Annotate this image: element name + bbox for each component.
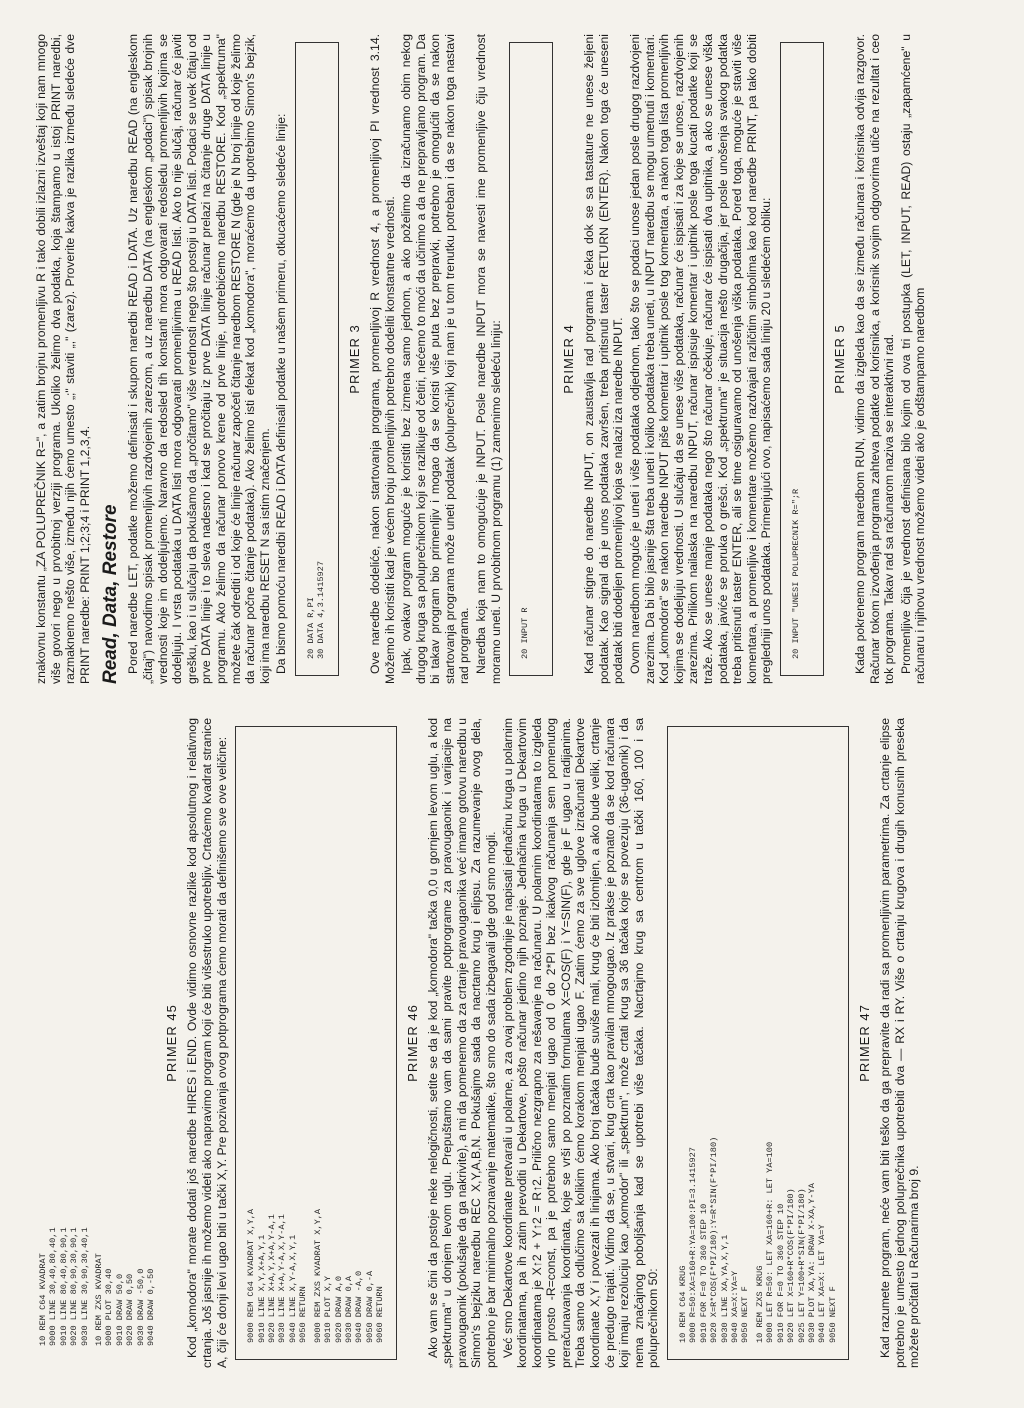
code-line: 9000 PLOT 30,40 (104, 1268, 115, 1346)
example-label: PRIMER 46 (404, 1004, 420, 1082)
code-line: 9010 FOR F=0 TO 360 STEP 10 (775, 1203, 786, 1343)
paragraph: Kad razumete program, neće vam biti teško da ga prepravite da radi sa promenljivim parametrima. Za crtanje elipse potrebno je umesto jednog poluprečnika upotrebiti dva — RX i RY. Više o crtanju krugova i drugih konusnih preseka možete pročitati u Računarima broj 9. (878, 718, 922, 1368)
code-line: 20 DATA R,PI (305, 597, 316, 659)
paragraph: Ovom naredbom moguće je uneti i više podataka odjednom, tako što se podaci unose jedan posle drugog razdvojeni zarezima. Da bi bilo jasnije šta treba uneti i koliko podataka treba uneti, u INPUT naredbu se mogu umetnuti i komentari. Kod „komodora" se nakon naredbe INPUT piše komentar i upitnik posle tog komentara, a nakon toga lista promenljivih kojima se dodeljuju vrednosti. U slučaju da se unese više podataka, računar će ispisati i za koje se unose, razdvojenih zarezima. Prilikom nailaska na naredbu INPUT, računar ispisuje komentar i upitnik posle toga kucati podatke koji se traže. Ako se unese manje podataka nego što računar očekuje, računar će ispisati dva upitnika, a ako se unese viška podataka, javiće se poruka o grešci. Kod „spektruma" je situacija nešto drugačija, jer posle unošenja svakog podatka treba pritisnuti taster ENTER, ali se time osiguravamo od unošenja viška podataka. Pored toga, moguće je staviti više komentara, a promenljive i komentare možemo razdvajati različitim simbolima kao kod naredbe PRINT, pa tako dobiti pregledniji unos podataka. Primenjujući ovo, napisaćemo sada liniju 20 u sledećem obliku: (628, 34, 774, 684)
code-line: 9050 NEXT F (740, 1286, 751, 1343)
paragraph: Ove naredbe dodeliće, nakon startovanja programa, promenljivoj R vrednost 4, a promenljivoj PI vrednost 3.14. Možemo ih koristiti kad je većem broju promenljivih potrebno dodeliti konstantne vrednosti. (367, 34, 397, 684)
code-line: 9000 REM ZXS KVADRAT X,Y,A (312, 1208, 323, 1343)
code-line: 9040 LET XA=X: LET YA=Y (817, 1224, 828, 1343)
code-box (667, 726, 849, 1360)
section-heading: Read, Data, Restore (100, 504, 122, 684)
code-line: 9020 LET X=160+R*COS(F*PI/180) (786, 1188, 797, 1343)
code-listing (791, 53, 801, 659)
left-column (34, 718, 994, 1368)
example-label: PRIMER 47 (857, 1004, 873, 1082)
code-line: 9050 RETURN (298, 1286, 309, 1343)
paragraph: Kad računar stigne do naredbe INPUT, on zaustavlja rad programa i čeka dok se sa tastature ne unese željeni podatak. Kao signal da je unos podataka završen, treba pritisnuti taster RETURN (ENTER). Nakon toga će uneseni podatak biti dodeljen promenljivoj koja se nalazi iza naredbe INPUT. (582, 34, 626, 684)
code-line: 9010 DRAW 50,0 (114, 1273, 125, 1346)
code-line: 9050 DRAW 0,-A (364, 1270, 375, 1343)
code-listing (94, 718, 156, 1346)
code-box (509, 42, 553, 676)
example-label: PRIMER 3 (346, 324, 362, 394)
code-line: 9060 RETURN (375, 1286, 386, 1343)
code-line: 9040 DRAW 0,-50 (146, 1268, 157, 1346)
code-line: 9000 LINE 30,40,80,40,1 (48, 1227, 59, 1346)
code-listing (246, 737, 308, 1343)
code-box (295, 42, 339, 676)
code-line: 9000 R=50:XA=160+R:YA=100:PI=3.1415927 (688, 1147, 699, 1343)
code-line: 9050 NEXT F (827, 1286, 838, 1343)
paragraph: Promenljive čija je vrednost definisana bilo kojim od ova tri postupka (LET, INPUT, READ) ostaju „zapamćene" u računaru i njihovu vrednost možemo videti ako je odštampamo naredbom (898, 34, 928, 684)
code-line: 20 INPUT "UNESI POLUPRECNIK R=";R (790, 488, 801, 659)
code-line: 9040 LINE X,Y-A,X,Y,1 (287, 1234, 298, 1343)
code-line: 9020 DRAW 0,50 (125, 1273, 136, 1346)
code-line: 9000 REM C64 KVADRAT X,Y,A (246, 1208, 257, 1343)
code-box (780, 42, 824, 676)
code-line: 9030 DRAW 0,A (343, 1275, 354, 1343)
code-line: 10 REM C64 KVADRAT (38, 1253, 48, 1346)
code-listing (38, 718, 90, 1346)
paragraph: Pored naredbe LET, podatke možemo definisati i skupom naredbi READ i DATA. Uz naredbu READ (na engleskom „čitaj") navodimo spisak promenljivih razdvojenih zarezom, a uz naredbu DATA (na engleskom „podaci") spisak brojnih vrednosti koje im dodeljujemo. Naravno da redosled tih konstanti mora odgovarati redosledu promenljivih kojima se dodeljuju. I vrsta podataka u DATA listi mora odgovarati promenljivima u READ listi. Ako to nije slučaj, računar će javiti grešku, kao i u slučaju da pokušamo da „pročitamo" više vrednosti nego što postoji u DATA listi. Podaci se uvek čitaju od prve DATA linije i to sleva nadesno i kad se pročitaju iz prve DATA linije računar prelazi na čitanje druge DATA linije u programu. Ako želimo da računar ponovo krene od prve linije, upotrebićemo naredbu RESTORE. Kod „spektruma" možete čak odrediti i od koje će linije računar započeti čitanje naredbom RESTORE N (gde je N broj linije od koje želimo da računar počne čitanje podataka). Ako želimo isti efekat kod „komodora", moraćemo da upotrebimo Simon's bejzik, koji ima naredbu RESET N sa istim značenjem. (126, 34, 272, 684)
paragraph: Ako vam se čini da postoje neke nelogičnosti, setite se da je kod „komodora" tačka 0,0 u gornjem levom uglu, a kod „spektruma" u donjem levom uglu. Prepuštamo vam da sami pravite potprograme za pravougaonik i varijacije na pravougaonik (pokušajte da ga nakrivite), a mi da pomenemo da za crtanje pravougaonika već imamo gotovu naredbu u Simon's bejziku naredbu REC X,Y,A,B,N. Pokušajmo sada da nacrtamo krug i elipsu. Za razumevanje ovog dela, potrebno je bar minimalno poznavanje matematike, što smo do sada izbegavali gde god smo mogli. (425, 718, 498, 1368)
example-label: PRIMER 4 (561, 324, 577, 394)
code-line: 10 REM C64 KRUG (678, 1265, 689, 1343)
code-line: 9010 LINE 80,40,80,90,1 (58, 1227, 69, 1346)
code-line: 9010 FOR F=0 TO 360 STEP 10 (698, 1203, 709, 1343)
code-line: 9020 DRAW A,0 (333, 1275, 344, 1343)
code-line: 9000 LET R=50: LET XA=160+R: LET YA=100 (765, 1141, 776, 1343)
code-line: 9020 X=R*COS(F*PI/180):Y=R*SIN(F*PI/180) (709, 1136, 720, 1343)
code-line: 9030 LINE 30,90,30,40,1 (79, 1227, 90, 1346)
paragraph: Kada pokrenemo program naredbom RUN, vidimo da izgleda kao da se između računara i korisnika odvija razgovor. Računar tokom izvođenja programa zahteva podatke od korisnika, a korisnik svojim odgovorima utiče na rezultat i ceo tok programa. Takav rad sa računarom naziva se interaktivni rad. (852, 34, 897, 684)
code-listing (678, 737, 751, 1343)
code-line: 9030 LINE X+A,Y-A,X,Y-A,1 (277, 1214, 288, 1343)
example-label: PRIMER 45 (164, 1004, 180, 1082)
code-line: 20 INPUT R (520, 607, 531, 659)
code-listing (313, 737, 386, 1343)
code-listing (306, 53, 327, 659)
paragraph: Već smo Dekartove koordinate pretvarali u polarne, a za ovaj problem zgodnije je napisati jednačinu kruga u polarnim koordinatama, pa ih zatim prevoditi u Dekartove, pošto računar jedino njih poznaje. Jednačina kruga u Dekartovim koordinatama je X↑2 + Y↑2 = R↑2. Prilično nezgrapno za rešavanje na računaru. U polarnim koordinatama to izgleda vrlo prosto -R=const, pa je potrebno samo menjati ugao od 0 do 2*PI bez ikakvog računanja sem pomenutog preračunavanja koordinata, koje se vrši po poznatim formulama X=COS(F) i Y=SIN(F), gde je F ugao u radijanima. Treba samo da odlučimo sa kolikim ćemo korakom menjati ugao F. Zatim ćemo za sve uglove izračunati Dekartove koordinate X,Y i povezati ih linijama. Ako broj tačaka bude suviše mali, krug će biti izlomljen, a ako bude veliki, crtanje će predugo trajati. Vidimo da se, u stvari, krug crta kao pravilan mnogougao. Iz prakse je poznato da se kod računara koji imaju rezoluciju kao „komodor" ili „spektrum", može crtati krug sa 36 tačaka koje se povezuju (36-ugaonik) i da nema značajnog poboljšanja kad se upotrebi više tačaka. Nacrtajmo krug sa centrom u tački 160, 100 i sa poluprečnikom 50: (500, 718, 661, 1368)
code-line: 9020 LINE 80,90,30,90,1 (69, 1227, 80, 1346)
code-listing (520, 53, 530, 659)
code-line: 9040 XA=X:YA=Y (730, 1270, 741, 1343)
code-line: 10 REM ZXS KVADRAT (94, 1253, 105, 1346)
right-column (34, 34, 994, 684)
code-listing (755, 737, 838, 1343)
code-line: 9010 LINE X,Y,X+A,Y,1 (256, 1234, 267, 1343)
paragraph: Ipak, ovakav program moguće je koristiti bez izmena samo jednom, a ako poželimo da izračunamo obim nekog drugog kruga sa poluprečnikom koji se razlikuje od četiri, nećemo to moći da učinimo a da ne prepravljamo program. Da bi takav program bio primenljiv i mogao da se koristi više puta bez prepravki, potrebno je omogućiti da se nakon startovanja programa može uneti podatak (poluprečnik) koji nam je u tom trenutku potreban i da se nakon toga nastavi rad programa. (399, 34, 472, 684)
code-line: 9030 LINE XA,YA,X,Y,1 (719, 1234, 730, 1343)
example-label: PRIMER 5 (831, 324, 847, 394)
code-line: 30 DATA 4,3.1415927 (316, 561, 327, 659)
paragraph: znakovnu konstantu „ZA POLUPREČNIK R=", a zatim brojnu promenljivu R i tako dobili izlazni izveštaj koji nam mnogo više govori nego u prvobitnoj verziji programa. Ukoliko želimo dva podatka, koja štampamo u istoj PRINT naredbi, razmaknemo nešto više, između njih ćemo umesto „;" staviti „," (zarez). Proverite kakva je razlika između sledeće dve PRINT naredbe: PRINT 1;2;3;4 i PRINT 1,2,3,4. (34, 34, 92, 684)
paragraph: Da bismo pomoću naredbi READ i DATA definisali podatke u našem primeru, otkucaćemo sledeće linije: (274, 113, 289, 674)
code-line: 9030 DRAW -50,0 (135, 1268, 146, 1346)
code-line: 9010 PLOT X,Y (323, 1275, 334, 1343)
code-line: 10 REM ZXS KRUG (754, 1265, 765, 1343)
paragraph: Naredba koja nam to omogućuje je INPUT. Posle naredbe INPUT mora se navesti ime promenljive čiju vrednost moramo uneti. U prvobitnom programu (1) zamenimo sledeću liniju: (474, 34, 503, 684)
code-line: 9025 LET Y=100+R*SIN(F*PI/180) (796, 1188, 807, 1343)
code-box (235, 726, 396, 1360)
code-line: 9020 LINE X+A,Y,X+A,Y-A,1 (267, 1214, 278, 1343)
paragraph: Kod „komodora" morate dodati još naredbe HIRES i END. Ovde vidimo osnovne razlike kod apsolutnog i relativnog crtanja. Još jasnije ih možemo videti ako napravimo program koji će biti višestruko upotrebljiv. Crtaćemo kvadrat stranice A, čiji će donji levi ugao biti u tački X,Y. Pre pozivanja ovog potprograma ćemo morati da definišemo sve ove veličine: (185, 718, 229, 1368)
code-line: 9040 DRAW -A,0 (354, 1270, 365, 1343)
code-line: 9030 PLOT XA,YA: DRAW X-XA,Y-YA (806, 1183, 817, 1343)
